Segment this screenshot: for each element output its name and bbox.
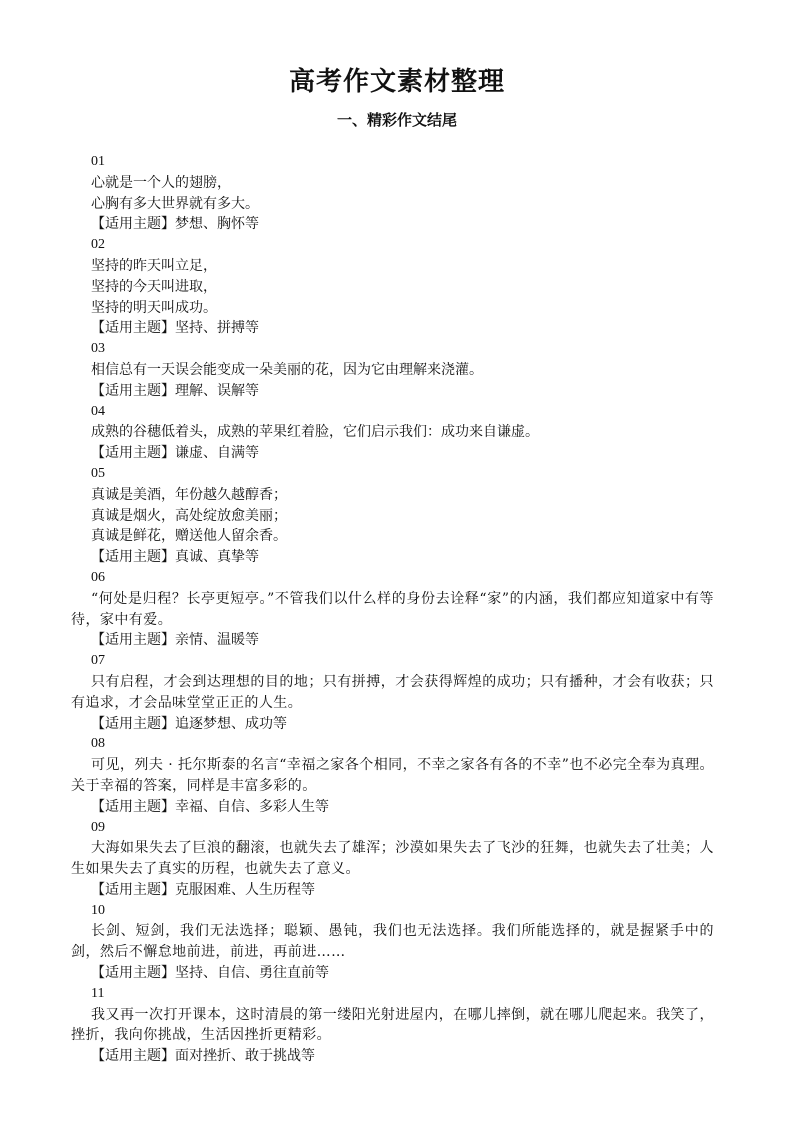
entry-paragraph: “何处是归程？长亭更短亭。”不管我们以什么样的身份去诠释“家”的内涵，我们都应知道家中有等待，家中有爱。	[71, 590, 714, 628]
entry-theme: 【适用主题】坚持、自信、勇往直前等	[91, 965, 329, 982]
entry-line: 真诚是鲜花，赠送他人留余香。	[91, 528, 287, 545]
entry-03	[91, 339, 734, 401]
entry-11	[71, 984, 734, 1067]
entry-01	[91, 152, 734, 235]
entry-04	[91, 402, 734, 464]
entry-number: 01	[91, 154, 105, 169]
entry-line: 坚持的昨天叫立足，	[91, 257, 217, 274]
entry-theme: 【适用主题】理解、误解等	[91, 382, 259, 399]
entry-theme: 【适用主题】梦想、胸怀等	[91, 216, 259, 233]
entry-paragraph: 只有启程，才会到达理想的目的地；只有拼搏，才会获得辉煌的成功；只有播种，才会有收获；只有追求，才会品味堂堂正正的人生。	[71, 673, 714, 711]
entry-number: 05	[91, 465, 105, 481]
entry-line: 坚持的今天叫进取，	[91, 278, 217, 295]
entry-07	[71, 651, 734, 734]
entry-number: 09	[91, 819, 105, 835]
entry-theme: 【适用主题】坚持、拼搏等	[91, 320, 259, 337]
entry-line: 坚持的明天叫成功。	[91, 299, 217, 316]
entry-theme: 【适用主题】幸福、自信、多彩人生等	[91, 798, 329, 815]
entry-theme: 【适用主题】真诚、真挚等	[91, 549, 259, 566]
entry-number: 07	[91, 653, 105, 669]
entry-theme: 【适用主题】谦虚、自满等	[91, 445, 259, 462]
entry-line: 真诚是美酒，年份越久越醇香；	[91, 486, 287, 503]
entry-number: 11	[91, 985, 105, 1001]
entry-theme: 【适用主题】克服困难、人生历程等	[91, 881, 315, 898]
entry-line: 相信总有一天误会能变成一朵美丽的花，因为它由理解来浇灌。	[91, 361, 483, 378]
entry-number: 04	[91, 403, 105, 419]
entry-paragraph: 我又再一次打开课本，这时清晨的第一缕阳光射进屋内，在哪儿摔倒，就在哪儿爬起来。我笑了，挫折，我向你挑战，生活因挫折更精彩。	[71, 1006, 714, 1044]
entry-theme: 【适用主题】亲情、温暖等	[91, 632, 259, 649]
entry-06	[71, 568, 734, 651]
entry-08	[71, 734, 734, 817]
entry-10	[71, 901, 734, 984]
section-heading: 一、精彩作文结尾	[336, 111, 457, 129]
entry-line: 真诚是烟火，高处绽放愈美丽；	[91, 507, 287, 524]
entry-theme: 【适用主题】追逐梦想、成功等	[91, 715, 287, 732]
entry-paragraph: 长剑、短剑，我们无法选择；聪颖、愚钝，我们也无法选择。我们所能选择的，就是握紧手中的剑，然后不懈怠地前进，前进，再前进……	[71, 923, 714, 961]
entry-number: 08	[91, 736, 105, 752]
entry-number: 10	[91, 902, 105, 918]
entry-paragraph: 大海如果失去了巨浪的翻滚，也就失去了雄浑；沙漠如果失去了飞沙的狂舞，也就失去了壮美；人生如果失去了真实的历程，也就失去了意义。	[71, 840, 714, 878]
entry-number: 02	[91, 237, 105, 253]
document-title: 高考作文素材整理	[288, 67, 505, 97]
entry-line: 心就是一个人的翅膀，	[91, 174, 231, 191]
entry-number: 06	[91, 569, 105, 585]
entry-theme: 【适用主题】面对挫折、敢于挑战等	[91, 1048, 315, 1065]
entry-02	[91, 235, 734, 339]
entries-list	[71, 152, 734, 1067]
entry-09	[71, 818, 734, 901]
entry-number: 03	[91, 341, 105, 357]
entry-paragraph: 可见，列夫 · 托尔斯泰的名言“幸福之家各个相同，不幸之家各有各的不幸”也不必完全奉为真理。关于幸福的答案，同样是丰富多彩的。	[71, 757, 714, 794]
entry-line: 成熟的谷穗低着头，成熟的苹果红着脸，它们启示我们：成功来自谦虚。	[91, 424, 539, 441]
entry-05	[91, 464, 734, 568]
entry-line: 心胸有多大世界就有多大。	[91, 195, 259, 212]
